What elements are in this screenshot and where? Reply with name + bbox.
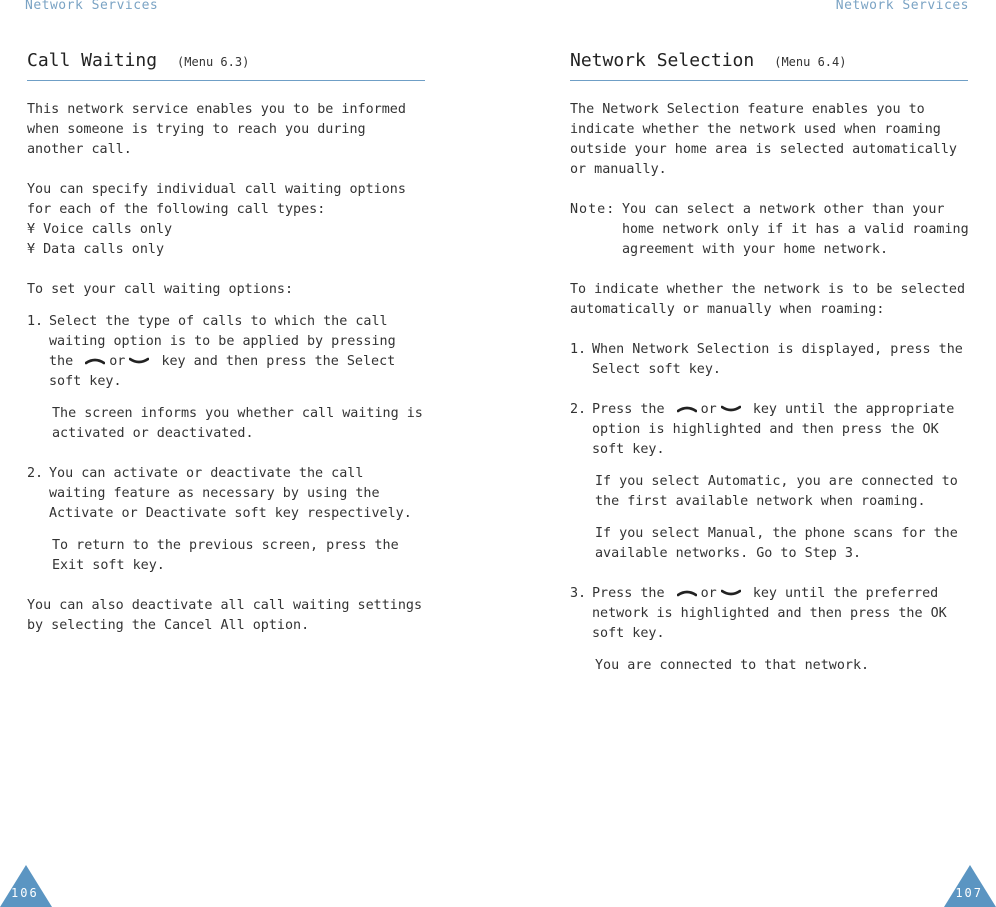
scroll-up-key-icon xyxy=(677,589,697,597)
step-number: 1. xyxy=(570,342,587,357)
or-label: or xyxy=(109,354,126,369)
intro-paragraph: The Network Selection feature enables you to indicate whether the network used when roaming outside your home area is selected automatically or manually. xyxy=(570,102,957,177)
menu-reference: (Menu 6.3) xyxy=(177,55,250,69)
step-1 xyxy=(27,312,427,392)
step-number: 2. xyxy=(570,402,587,417)
step-2-note-manual: If you select Manual, the phone scans for the available networks. Go to Step 3. xyxy=(595,526,958,561)
bullet-voice: ¥ Voice calls only xyxy=(27,222,173,237)
step-text xyxy=(49,312,427,392)
step-number: 1. xyxy=(27,314,44,329)
step-text-b: key until the preferred network is highlighted and then press the OK soft key. xyxy=(592,586,947,641)
step-text: You can activate or deactivate the call waiting feature as necessary by using the Activate or Deactivate soft key respectively. xyxy=(49,466,412,521)
step-text-a: Press the xyxy=(592,402,665,417)
running-header-right: Network Services xyxy=(835,0,969,13)
step-3 xyxy=(570,584,970,644)
or-label: or xyxy=(700,402,717,417)
step-text-a: Select the type of calls to which the call waiting option is to be applied by pressing the xyxy=(49,314,396,369)
menu-reference: (Menu 6.4) xyxy=(774,55,847,69)
step-2-note: To return to the previous screen, press the Exit soft key. xyxy=(52,538,399,573)
to-set-paragraph: To set your call waiting options: xyxy=(27,282,294,297)
scroll-down-key-icon xyxy=(129,357,149,365)
right-body xyxy=(570,100,970,688)
scroll-down-key-icon xyxy=(721,405,741,413)
note-block xyxy=(570,200,970,260)
scroll-down-key-icon xyxy=(721,589,741,597)
step-1 xyxy=(570,340,970,380)
specify-paragraph: You can specify individual call waiting options for each of the following call types: xyxy=(27,182,406,217)
step-text-a: Press the xyxy=(592,586,665,601)
or-label: or xyxy=(700,586,717,601)
step-2 xyxy=(570,400,970,460)
bullet-data: ¥ Data calls only xyxy=(27,242,165,257)
step-text: When Network Selection is displayed, press the Select soft key. xyxy=(592,342,963,377)
running-header-left: Network Services xyxy=(25,0,159,13)
right-page xyxy=(498,0,996,907)
step-text-b: key until the appropriate option is highlighted and then press the OK soft key. xyxy=(592,402,955,457)
section-heading-network-selection xyxy=(570,50,968,81)
section-title: Call Waiting xyxy=(27,50,158,71)
scroll-up-key-icon xyxy=(677,405,697,413)
step-1-note: The screen informs you whether call waiting is activated or deactivated. xyxy=(52,406,423,441)
page-number: 107 xyxy=(955,886,983,900)
indicate-paragraph: To indicate whether the network is to be selected automatically or manually when roaming: xyxy=(570,282,966,317)
step-text xyxy=(592,400,970,460)
step-number: 3. xyxy=(570,586,587,601)
step-3-note: You are connected to that network. xyxy=(595,658,870,673)
step-text-b: key and then press the Select soft key. xyxy=(49,354,396,389)
note-label: Note: xyxy=(570,202,616,217)
step-number: 2. xyxy=(27,466,44,481)
scroll-up-key-icon xyxy=(85,357,105,365)
intro-paragraph: This network service enables you to be informed when someone is trying to reach you during another call. xyxy=(27,102,406,157)
step-2 xyxy=(27,464,427,524)
step-text xyxy=(592,584,970,644)
section-title: Network Selection xyxy=(570,50,755,71)
closing-paragraph: You can also deactivate all call waiting settings by selecting the Cancel All option. xyxy=(27,598,423,633)
step-2-note-automatic: If you select Automatic, you are connected to the first available network when roaming. xyxy=(595,474,958,509)
left-body xyxy=(27,100,427,656)
note-text: You can select a network other than your home network only if it has a valid roaming agreement with your home network. xyxy=(622,202,969,257)
section-heading-call-waiting xyxy=(27,50,425,81)
page-number: 106 xyxy=(11,886,39,900)
